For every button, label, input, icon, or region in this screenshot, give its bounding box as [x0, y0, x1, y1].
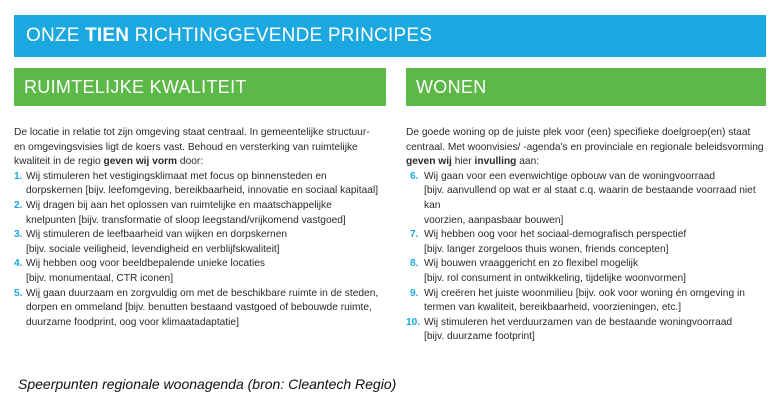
intro-emphasis: geven wij [406, 156, 452, 168]
item-text: Wij stimuleren het verduurzamen van de bestaande woningvoorraad [424, 316, 733, 328]
item-text: Wij bouwen vraaggericht en zo flexibel mogelijk [424, 258, 639, 270]
column-wonen [406, 68, 766, 345]
intro-text: aan: [516, 156, 540, 168]
section-header-ruimtelijke-kwaliteit: RUIMTELIJKE KWALITEIT [14, 68, 386, 106]
intro-text: door: [177, 156, 204, 168]
item-number: 2. [14, 199, 23, 211]
item-text: [bijv. aanvullend op wat er al staat c.q. waarin de bestaande voorraad niet kan [424, 185, 756, 211]
item-text: Wij gaan duurzaam en zorgvuldig om met de beschikbare ruimte in de steden, [26, 287, 379, 299]
item-text: dorpskernen [bijv. leefomgeving, bereikbaarheid, innovatie en sociaal kapitaal] [26, 185, 379, 197]
item-number: 5. [14, 287, 23, 299]
intro-line: De goede woning op de juiste plek voor (een) specifieke doelgroep(en) staat [406, 127, 751, 138]
item-text: [bijv. rol consument in ontwikkeling, tijdelijke woonvormen] [424, 272, 686, 284]
intro-line: en omgevingsvisies ligt de koers vast. Behoud en versterking van ruimtelijke [14, 141, 358, 153]
item-number: 4. [14, 258, 23, 270]
intro-line: De locatie in relatie tot zijn omgeving staat centraal. In gemeentelijke structuur- [14, 127, 370, 138]
column-ruimtelijke-kwaliteit [14, 68, 386, 330]
item-number: 7. [410, 229, 419, 241]
intro-text: kwaliteit in de regio [14, 156, 104, 168]
item-text: Wij hebben oog voor beeldbepalende unieke locaties [26, 258, 266, 270]
banner-text-bold: TIEN [85, 25, 130, 46]
item-text: dorpen en ommeland [bijv. benutten bestaand vastgoed of bebouwde ruimte, [26, 302, 372, 314]
intro-paragraph [14, 126, 386, 170]
list-item [406, 257, 766, 286]
intro-line [14, 155, 386, 170]
list-item [406, 287, 766, 316]
intro-emphasis: geven wij vorm [103, 156, 178, 168]
item-number: 9. [410, 287, 419, 299]
intro-line: centraal. Met woonvisies/ -agenda's en provinciale en regionale beleidsvorming [406, 141, 764, 153]
item-text: [bijv. langer zorgeloos thuis wonen, friends concepten] [424, 243, 669, 255]
list-item [406, 228, 766, 257]
item-text: [bijv. sociale veiligheid, levendigheid en verblijfskwaliteit] [26, 243, 280, 255]
section-header-wonen: WONEN [406, 68, 766, 106]
list-item [14, 228, 386, 257]
intro-line [406, 155, 766, 170]
item-number: 6. [410, 170, 419, 182]
list-item [14, 170, 386, 199]
intro-paragraph [406, 126, 766, 170]
list-item [406, 170, 766, 228]
item-text: Wij dragen bij aan het oplossen van ruimtelijke en maatschappelijke [26, 199, 332, 211]
item-number: 8. [410, 258, 419, 270]
principles-banner [14, 15, 766, 57]
list-item [14, 287, 386, 331]
item-text: knelpunten [bijv. transformatie of sloop leegstand/vrijkomend vastgoed] [26, 214, 346, 226]
item-text: voorzien, aanpasbaar bouwen] [424, 214, 564, 226]
item-text: [bijv. monumentaal, CTR iconen] [26, 272, 174, 284]
figure-caption: Speerpunten regionale woonagenda (bron: Cleantech Regio) [18, 376, 397, 392]
item-text: Wij gaan voor een evenwichtige opbouw van de woningvoorraad [424, 170, 716, 182]
item-number: 1. [14, 170, 23, 182]
item-text: termen van kwaliteit, bereikbaarheid, voorzieningen, etc.] [424, 302, 682, 314]
item-text: Wij stimuleren het vestigingsklimaat met focus op binnensteden en [26, 170, 327, 182]
list-item [14, 257, 386, 286]
intro-emphasis: invulling [474, 156, 517, 168]
list-item [406, 316, 766, 345]
banner-text-part2: RICHTINGGEVENDE PRINCIPES [129, 25, 433, 46]
item-text: duurzame foodprint, oog voor klimaatadaptatie] [26, 316, 239, 328]
item-text: Wij creëren het juiste woonmilieu [bijv. ook voor woning én omgeving in [424, 287, 745, 299]
item-number: 10. [406, 316, 421, 328]
principles-list [14, 170, 386, 331]
item-text: Wij stimuleren de leefbaarheid van wijken en dorpskernen [26, 229, 288, 241]
list-item [14, 199, 386, 228]
intro-text: hier [451, 156, 475, 168]
banner-text-part1: ONZE [26, 25, 86, 46]
principles-list [406, 170, 766, 345]
item-number: 3. [14, 229, 23, 241]
item-text: [bijv. duurzame footprint] [424, 331, 535, 343]
item-text: Wij hebben oog voor het sociaal-demografisch perspectief [424, 229, 687, 241]
